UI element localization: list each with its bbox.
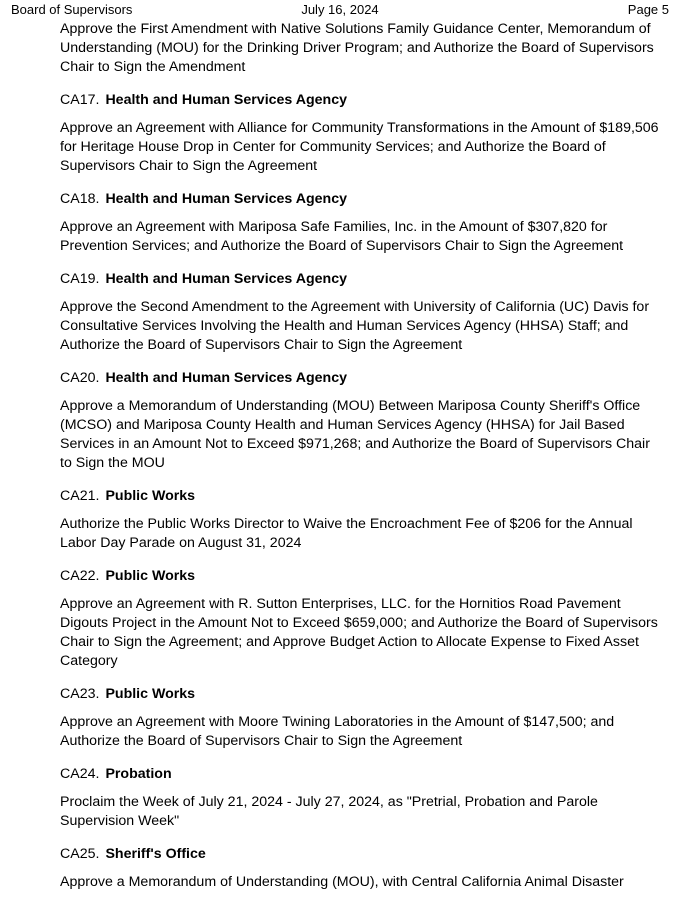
item-department: Sheriff's Office <box>105 846 206 862</box>
agenda-item-text: Approve an Agreement with Mariposa Safe Families, Inc. in the Amount of $307,820 for Prevention Services; and Authorize the Board of Supervisors Chair to Sign the Agreement <box>60 219 624 254</box>
agenda-item-text: Approve an Agreement with R. Sutton Enterprises, LLC. for the Hornitios Road Pavement Digouts Project in the Amount Not to Exceed $659,000; and Authorize the Board of Supervisors Chair to Sign the Agreement; and Approve Budget Action to Allocate Expense to Fixed Asset Category <box>60 596 658 669</box>
header-page-number: Page 5 <box>627 2 669 17</box>
agenda-item-text: Approve the Second Amendment to the Agreement with University of California (UC) Davis for Consultative Services Involving the Health and Human Services Agency (HHSA) Staff; and Authorize the Board of Supervisors Chair to Sign the Agreement <box>60 299 650 353</box>
item-code: CA20. <box>60 370 100 386</box>
item-department: Probation <box>105 766 172 782</box>
page-header <box>0 0 680 20</box>
agenda-item-heading <box>60 765 662 784</box>
item-code: CA24. <box>60 766 100 782</box>
agenda-item-text: Approve an Agreement with Alliance for Community Transformations in the Amount of $189,506 for Heritage House Drop in Center for Community Services; and Authorize the Board of Supervisors Chair to Sign the Agreement <box>60 120 659 174</box>
item-code: CA21. <box>60 488 100 504</box>
header-date: July 16, 2024 <box>301 2 379 17</box>
agenda-item-text: Authorize the Public Works Director to Waive the Encroachment Fee of $206 for the Annual Labor Day Parade on August 31, 2024 <box>60 516 633 551</box>
item-code: CA18. <box>60 191 100 207</box>
agenda-item-heading <box>60 270 662 289</box>
intro-item-text: Approve the First Amendment with Native Solutions Family Guidance Center, Memorandum of Understanding (MOU) for the Drinking Driver Program; and Authorize the Board of Supervisors Chair to Sign the Amendment <box>60 21 654 75</box>
agenda-item-text: Approve a Memorandum of Understanding (MOU), with Central California Animal Disaster <box>60 874 624 890</box>
agenda-item-heading <box>60 190 662 209</box>
item-code: CA22. <box>60 568 100 584</box>
header-board-title: Board of Supervisors <box>11 2 133 17</box>
agenda-content <box>60 20 662 906</box>
item-department: Public Works <box>105 488 196 504</box>
agenda-item-heading <box>60 487 662 506</box>
agenda-item-heading <box>60 685 662 704</box>
item-department: Health and Human Services Agency <box>105 370 347 386</box>
item-code: CA19. <box>60 271 100 287</box>
item-code: CA17. <box>60 92 100 108</box>
agenda-item-text: Approve an Agreement with Moore Twining Laboratories in the Amount of $147,500; and Authorize the Board of Supervisors Chair to Sign the Agreement <box>60 714 615 749</box>
item-department: Health and Human Services Agency <box>105 92 347 108</box>
agenda-item-heading <box>60 91 662 110</box>
item-department: Health and Human Services Agency <box>105 271 347 287</box>
item-code: CA23. <box>60 686 100 702</box>
agenda-item-heading <box>60 567 662 586</box>
agenda-item-text: Approve a Memorandum of Understanding (MOU) Between Mariposa County Sheriff's Office (MCSO) and Mariposa County Health and Human Services Agency (HHSA) for Jail Based Services in an Amount Not to Exceed $971,268; and Authorize the Board of Supervisors Chair to Sign the MOU <box>60 398 650 471</box>
item-code: CA25. <box>60 846 100 862</box>
agenda-item-text: Proclaim the Week of July 21, 2024 - July 27, 2024, as "Pretrial, Probation and Parole Supervision Week" <box>60 794 598 829</box>
agenda-item-heading <box>60 369 662 388</box>
item-department: Public Works <box>105 686 196 702</box>
item-department: Public Works <box>105 568 196 584</box>
item-department: Health and Human Services Agency <box>105 191 347 207</box>
agenda-item-heading <box>60 845 662 864</box>
